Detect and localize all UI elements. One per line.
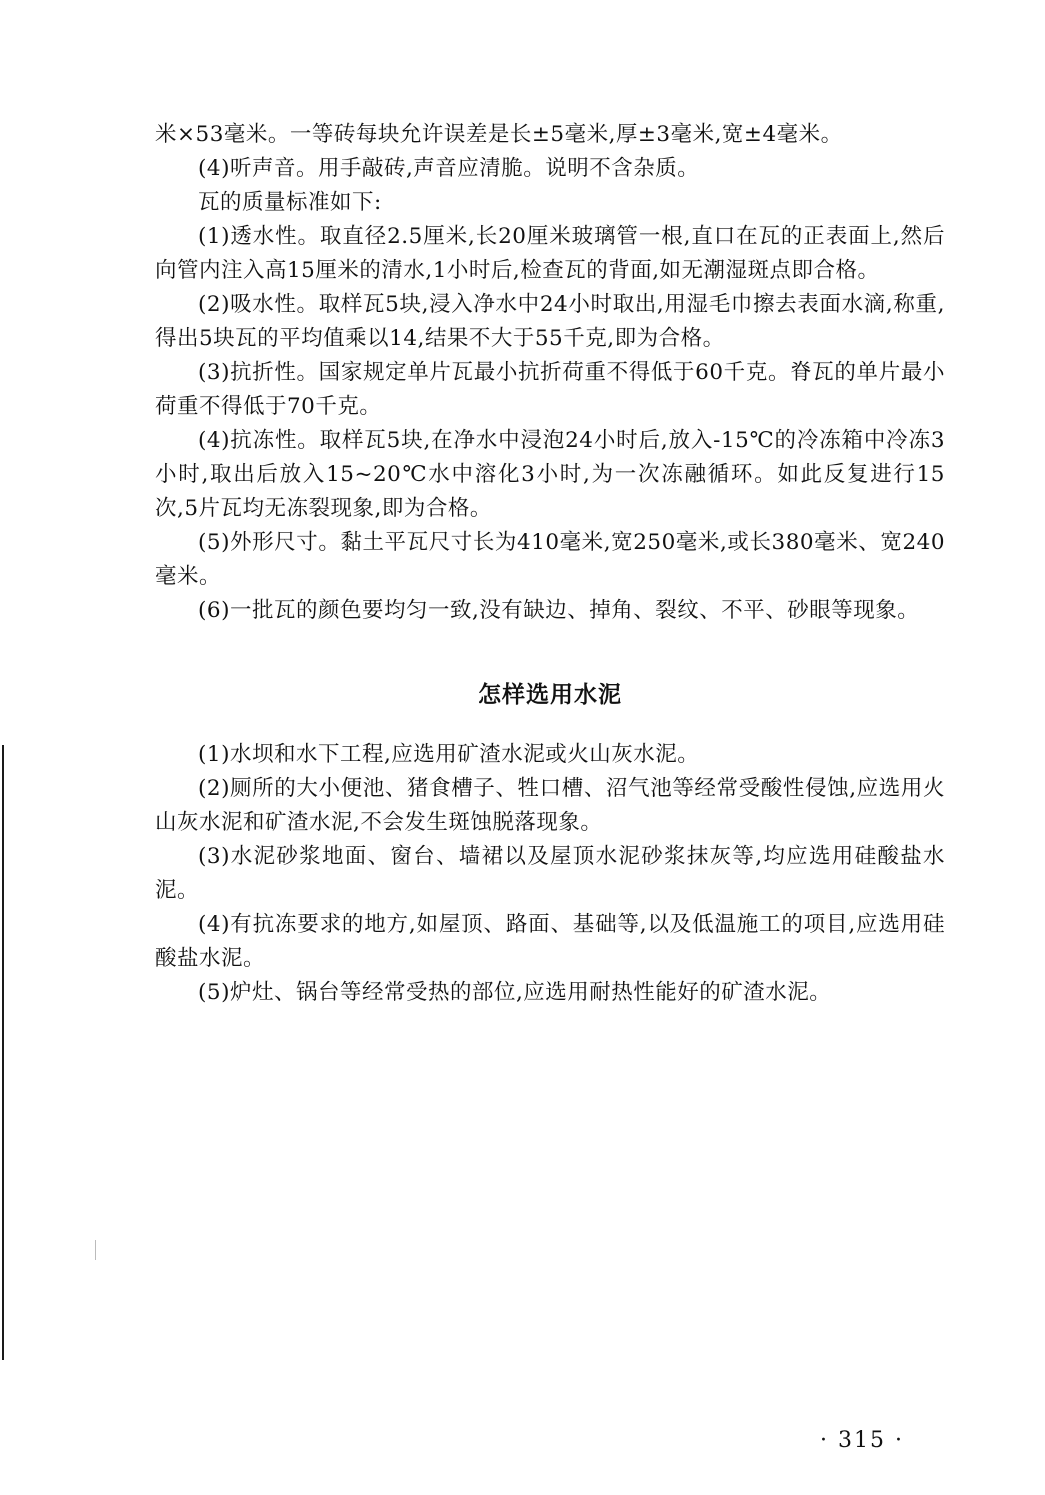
scan-artifact-mark [95, 1240, 96, 1260]
paragraph-tile-dimensions: (5)外形尺寸。黏土平瓦尺寸长为410毫米,宽250毫米,或长380毫米、宽240毫米。 [155, 530, 945, 589]
section-title: 怎样选用水泥 [478, 682, 622, 708]
paragraph-cement-floor: (3)水泥砂浆地面、窗台、墙裙以及屋顶水泥砂浆抹灰等,均应选用硅酸盐水泥。 [155, 844, 945, 903]
paragraph-tile-permeability: (1)透水性。取直径2.5厘米,长20厘米玻璃管一根,直口在瓦的正表面上,然后向管内注入高15厘米的清水,1小时后,检查瓦的背面,如无潮湿斑点即合格。 [155, 224, 945, 283]
page-number: · 315 · [820, 1428, 904, 1453]
paragraph-cement-frost: (4)有抗冻要求的地方,如屋顶、路面、基础等,以及低温施工的项目,应选用硅酸盐水泥。 [155, 912, 945, 971]
paragraph-brick-tolerance: 米×53毫米。一等砖每块允许误差是长±5毫米,厚±3毫米,宽±4毫米。 [155, 122, 843, 147]
scan-edge-line [2, 745, 4, 1360]
cement-selection-section [155, 738, 945, 1010]
tile-quality-section [155, 118, 945, 628]
paragraph-brick-sound: (4)听声音。用手敲砖,声音应清脆。说明不含杂质。 [198, 156, 700, 181]
paragraph-tile-flexural: (3)抗折性。国家规定单片瓦最小抗折荷重不得低于60千克。脊瓦的单片最小荷重不得低于70千克。 [155, 360, 945, 419]
paragraph-tile-standard-intro: 瓦的质量标准如下: [198, 190, 382, 215]
paragraph-tile-frost: (4)抗冻性。取样瓦5块,在净水中浸泡24小时后,放入-15℃的冷冻箱中冷冻3小时,取出后放入15~20℃水中溶化3小时,为一次冻融循环。如此反复进行15次,5片瓦均无冻裂现象,即为合格。 [155, 428, 945, 521]
paragraph-cement-heat: (5)炉灶、锅台等经常受热的部位,应选用耐热性能好的矿渣水泥。 [198, 980, 832, 1005]
page-content [155, 118, 945, 1010]
paragraph-cement-acid: (2)厕所的大小便池、猪食槽子、牲口槽、沼气池等经常受酸性侵蚀,应选用火山灰水泥和矿渣水泥,不会发生斑蚀脱落现象。 [155, 776, 945, 835]
paragraph-tile-absorption: (2)吸水性。取样瓦5块,浸入净水中24小时取出,用湿毛巾擦去表面水滴,称重,得出5块瓦的平均值乘以14,结果不大于55千克,即为合格。 [155, 292, 945, 351]
paragraph-tile-color: (6)一批瓦的颜色要均匀一致,没有缺边、掉角、裂纹、不平、砂眼等现象。 [198, 598, 920, 623]
paragraph-cement-dam: (1)水坝和水下工程,应选用矿渣水泥或火山灰水泥。 [198, 742, 700, 767]
